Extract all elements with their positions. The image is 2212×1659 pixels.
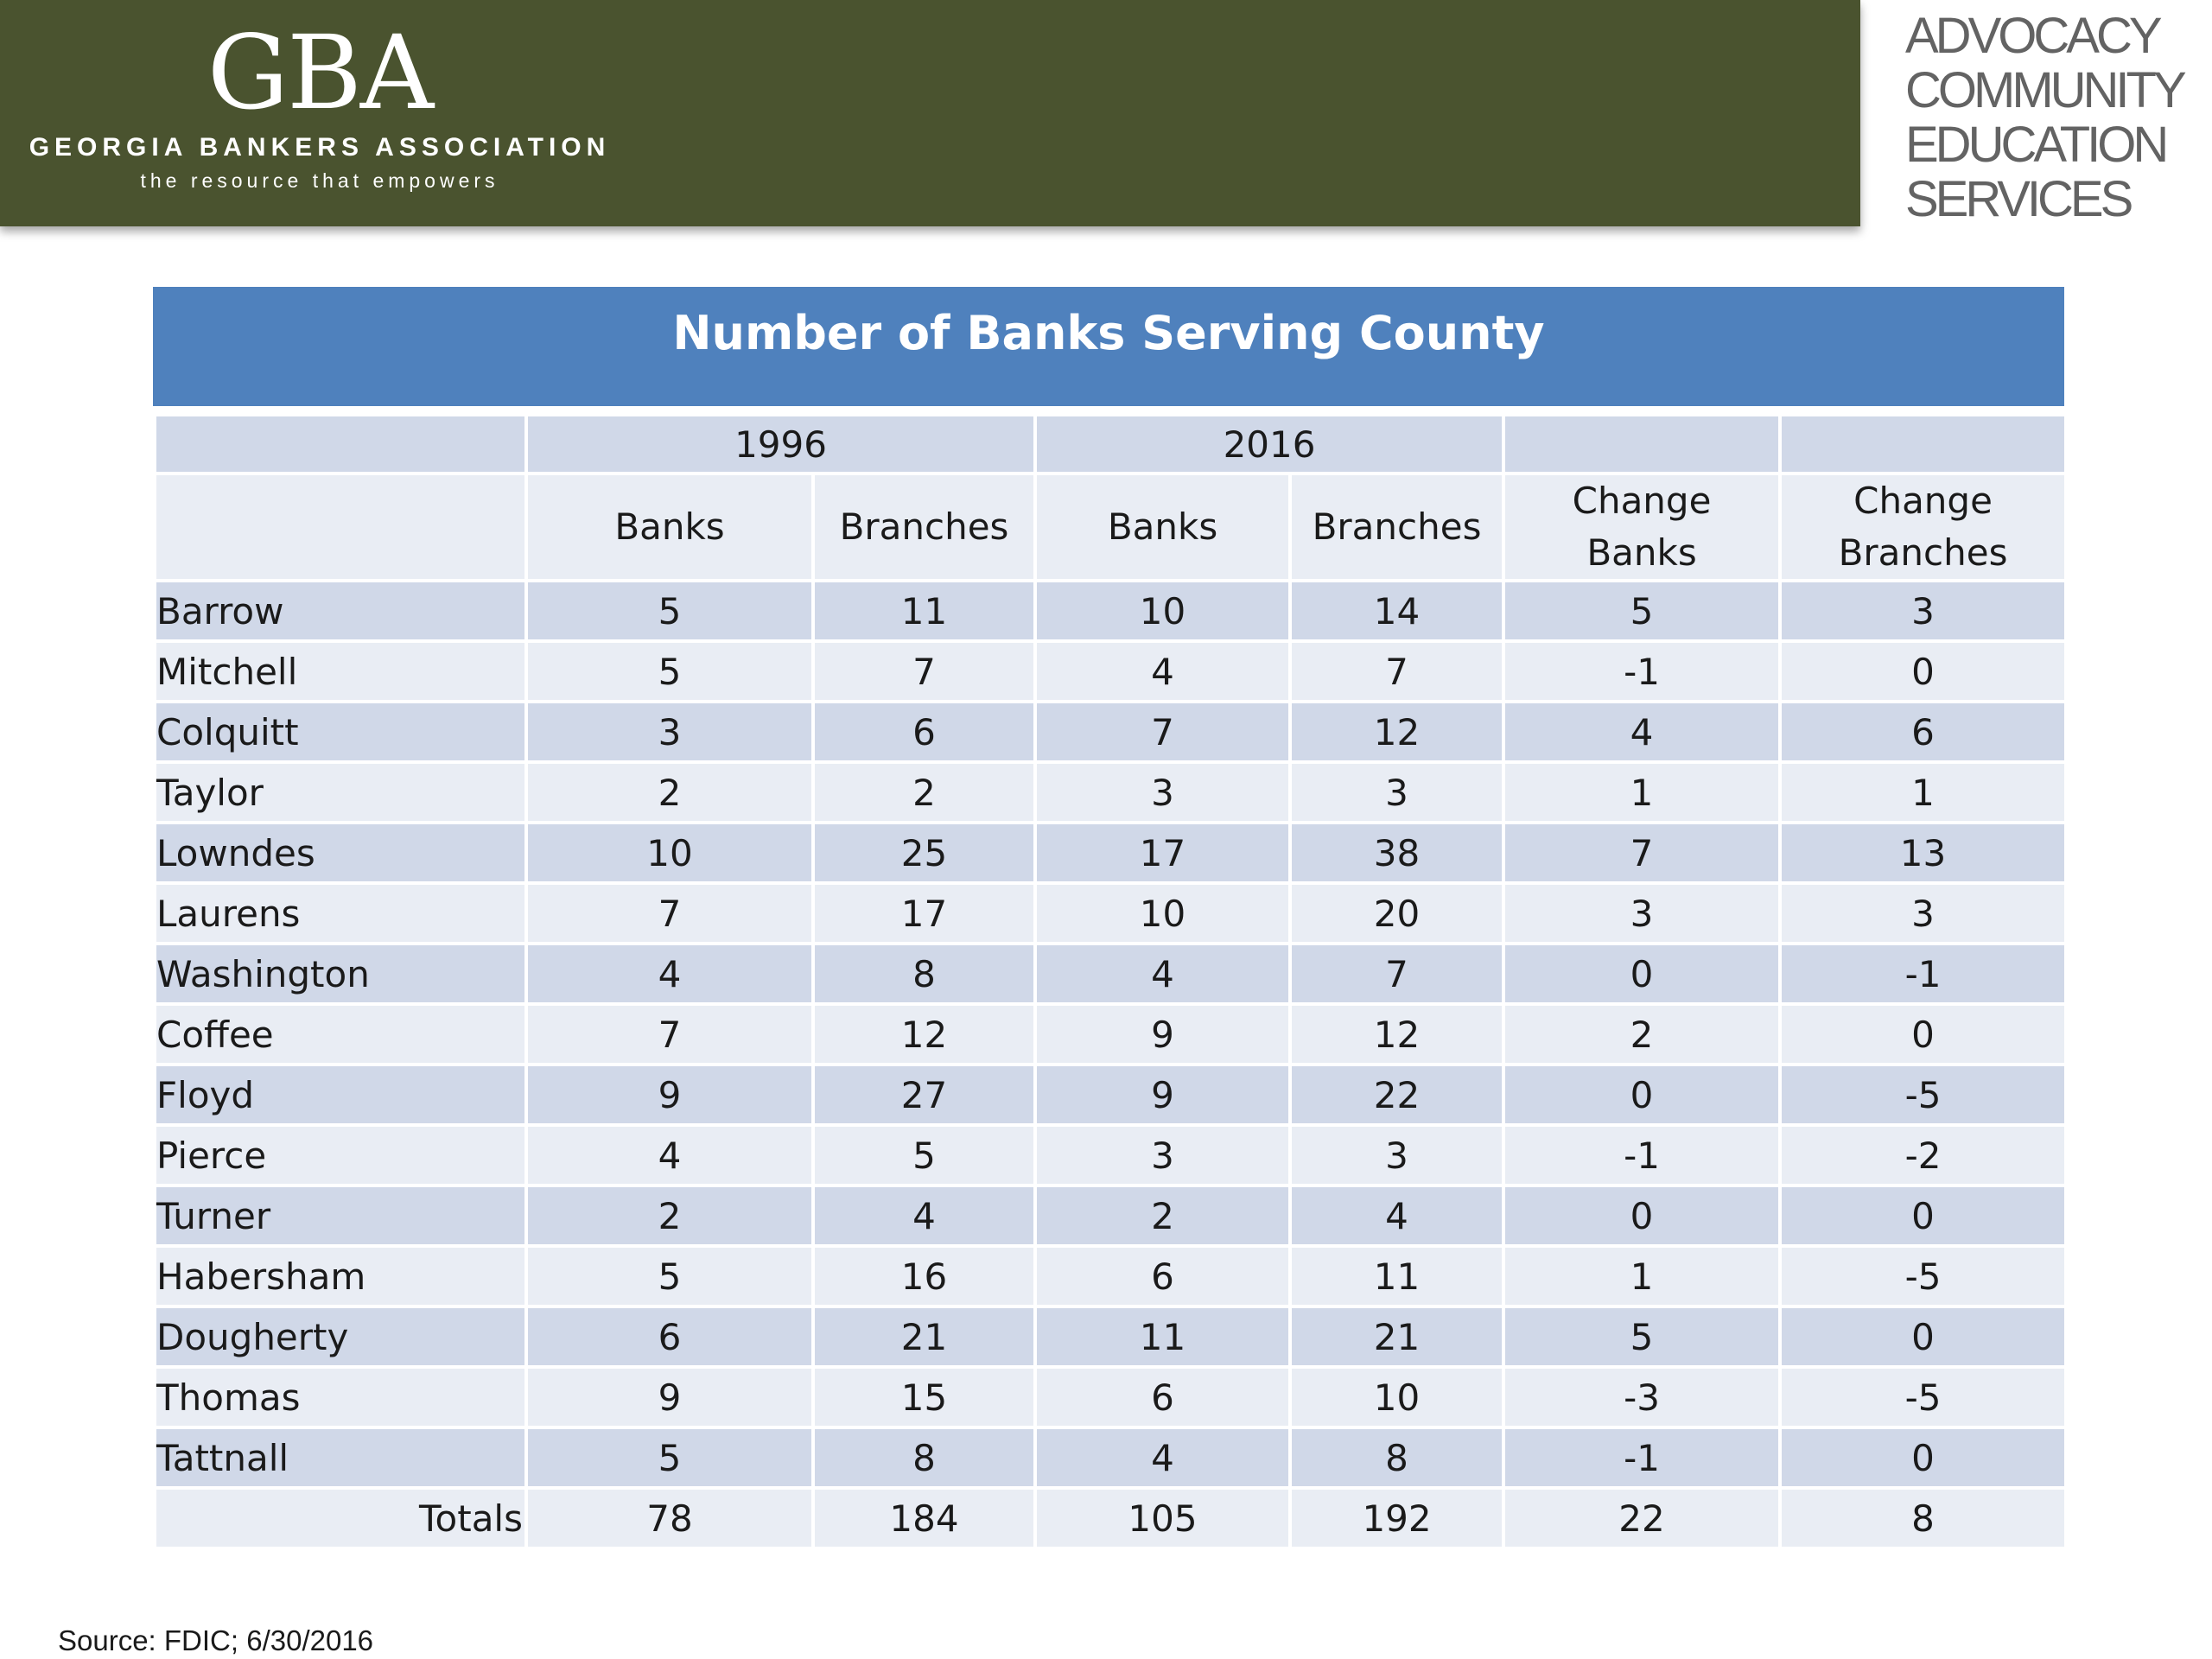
value-cell: 4 xyxy=(813,1185,1035,1246)
value-cell: 13 xyxy=(1780,823,2066,883)
column-header-branches-1996: Branches xyxy=(813,474,1035,581)
value-cell: 7 xyxy=(1035,702,1290,762)
column-header-change-banks: Change Banks xyxy=(1503,474,1780,581)
source-note: Source: FDIC; 6/30/2016 xyxy=(58,1624,374,1656)
value-cell: 25 xyxy=(813,823,1035,883)
value-cell: 6 xyxy=(526,1306,813,1367)
value-cell: 38 xyxy=(1290,823,1503,883)
value-cell: 5 xyxy=(526,581,813,641)
value-cell: 9 xyxy=(526,1065,813,1125)
value-cell: -5 xyxy=(1780,1246,2066,1306)
value-cell: 12 xyxy=(813,1004,1035,1065)
value-cell: 7 xyxy=(526,1004,813,1065)
county-name-cell: Pierce xyxy=(155,1125,526,1185)
value-cell: -1 xyxy=(1780,944,2066,1004)
county-name-cell: Laurens xyxy=(155,883,526,944)
value-cell: 7 xyxy=(813,641,1035,702)
pillar-education: EDUCATION xyxy=(1905,117,2166,173)
value-cell: 3 xyxy=(1035,1125,1290,1185)
value-cell: 3 xyxy=(526,702,813,762)
banks-table-container xyxy=(153,287,2064,1550)
county-name-cell: Barrow xyxy=(155,581,526,641)
gba-logo: GBA xyxy=(207,13,433,132)
table-row xyxy=(155,641,2066,702)
column-header-branches-2016: Branches xyxy=(1290,474,1503,581)
value-cell: -5 xyxy=(1780,1367,2066,1427)
value-cell: 2 xyxy=(813,762,1035,823)
value-cell: 5 xyxy=(813,1125,1035,1185)
value-cell: 3 xyxy=(1035,762,1290,823)
value-cell: 0 xyxy=(1780,1427,2066,1488)
value-cell: 8 xyxy=(1290,1427,1503,1488)
table-row xyxy=(155,1065,2066,1125)
value-cell: 11 xyxy=(813,581,1035,641)
value-cell: 9 xyxy=(1035,1004,1290,1065)
value-cell: 0 xyxy=(1503,1185,1780,1246)
table-row xyxy=(155,762,2066,823)
value-cell: 3 xyxy=(1290,762,1503,823)
value-cell: 3 xyxy=(1780,883,2066,944)
value-cell: 10 xyxy=(1035,581,1290,641)
column-header-change-branches: Change Branches xyxy=(1780,474,2066,581)
table-row xyxy=(155,1185,2066,1246)
county-name-cell: Taylor xyxy=(155,762,526,823)
table-row xyxy=(155,702,2066,762)
totals-value-cell: 22 xyxy=(1503,1488,1780,1548)
value-cell: 0 xyxy=(1503,944,1780,1004)
value-cell: 3 xyxy=(1503,883,1780,944)
value-cell: 6 xyxy=(1780,702,2066,762)
value-cell: 3 xyxy=(1290,1125,1503,1185)
value-cell: 6 xyxy=(1035,1246,1290,1306)
value-cell: 15 xyxy=(813,1367,1035,1427)
table-title: Number of Banks Serving County xyxy=(153,287,2064,406)
pillar-community: COMMUNITY xyxy=(1905,62,2183,118)
year-header-cell xyxy=(1780,415,2066,474)
header-band xyxy=(0,0,1860,226)
county-name-cell: Floyd xyxy=(155,1065,526,1125)
value-cell: 3 xyxy=(1780,581,2066,641)
county-name-cell: Thomas xyxy=(155,1367,526,1427)
totals-row xyxy=(155,1488,2066,1548)
value-cell: 21 xyxy=(813,1306,1035,1367)
value-cell: -1 xyxy=(1503,1427,1780,1488)
value-cell: 1 xyxy=(1503,762,1780,823)
pillar-services: SERVICES xyxy=(1905,171,2131,227)
county-name-cell: Dougherty xyxy=(155,1306,526,1367)
value-cell: 0 xyxy=(1780,641,2066,702)
value-cell: 7 xyxy=(1503,823,1780,883)
value-cell: 4 xyxy=(1035,944,1290,1004)
column-header-county xyxy=(155,474,526,581)
value-cell: 0 xyxy=(1780,1306,2066,1367)
value-cell: 2 xyxy=(1503,1004,1780,1065)
value-cell: -1 xyxy=(1503,641,1780,702)
county-name-cell: Habersham xyxy=(155,1246,526,1306)
year-header-2016: 2016 xyxy=(1035,415,1503,474)
value-cell: 21 xyxy=(1290,1306,1503,1367)
totals-value-cell: 8 xyxy=(1780,1488,2066,1548)
value-cell: 16 xyxy=(813,1246,1035,1306)
value-cell: 7 xyxy=(526,883,813,944)
value-cell: 11 xyxy=(1035,1306,1290,1367)
value-cell: 10 xyxy=(1290,1367,1503,1427)
value-cell: 20 xyxy=(1290,883,1503,944)
value-cell: 5 xyxy=(1503,1306,1780,1367)
county-name-cell: Turner xyxy=(155,1185,526,1246)
value-cell: 11 xyxy=(1290,1246,1503,1306)
value-cell: 5 xyxy=(526,1246,813,1306)
value-cell: 10 xyxy=(1035,883,1290,944)
value-cell: -3 xyxy=(1503,1367,1780,1427)
value-cell: 4 xyxy=(1035,1427,1290,1488)
value-cell: 0 xyxy=(1780,1004,2066,1065)
totals-label: Totals xyxy=(155,1488,526,1548)
column-header-banks-1996: Banks xyxy=(526,474,813,581)
pillar-advocacy: ADVOCACY xyxy=(1905,8,2159,64)
totals-value-cell: 78 xyxy=(526,1488,813,1548)
value-cell: 6 xyxy=(1035,1367,1290,1427)
table-row xyxy=(155,944,2066,1004)
table-row xyxy=(155,1306,2066,1367)
county-name-cell: Tattnall xyxy=(155,1427,526,1488)
county-name-cell: Colquitt xyxy=(155,702,526,762)
table-row xyxy=(155,823,2066,883)
county-name-cell: Coffee xyxy=(155,1004,526,1065)
value-cell: 4 xyxy=(526,944,813,1004)
value-cell: 4 xyxy=(1503,702,1780,762)
value-cell: 8 xyxy=(813,944,1035,1004)
totals-value-cell: 184 xyxy=(813,1488,1035,1548)
value-cell: 17 xyxy=(1035,823,1290,883)
value-cell: 9 xyxy=(1035,1065,1290,1125)
value-cell: 10 xyxy=(526,823,813,883)
value-cell: 7 xyxy=(1290,944,1503,1004)
value-cell: 5 xyxy=(526,1427,813,1488)
value-cell: 0 xyxy=(1780,1185,2066,1246)
table-row xyxy=(155,1246,2066,1306)
value-cell: 4 xyxy=(526,1125,813,1185)
value-cell: 4 xyxy=(1035,641,1290,702)
value-cell: 22 xyxy=(1290,1065,1503,1125)
year-header-1996: 1996 xyxy=(526,415,1035,474)
column-header-row xyxy=(155,474,2066,581)
year-header-row xyxy=(155,415,2066,474)
value-cell: 14 xyxy=(1290,581,1503,641)
value-cell: 17 xyxy=(813,883,1035,944)
value-cell: 1 xyxy=(1780,762,2066,823)
value-cell: 4 xyxy=(1290,1185,1503,1246)
table-row xyxy=(155,1427,2066,1488)
value-cell: 2 xyxy=(1035,1185,1290,1246)
value-cell: 5 xyxy=(526,641,813,702)
value-cell: 0 xyxy=(1503,1065,1780,1125)
value-cell: 8 xyxy=(813,1427,1035,1488)
value-cell: -2 xyxy=(1780,1125,2066,1185)
year-header-cell xyxy=(1503,415,1780,474)
table-row xyxy=(155,1125,2066,1185)
banks-table xyxy=(153,413,2068,1550)
value-cell: 1 xyxy=(1503,1246,1780,1306)
organization-name: GEORGIA BANKERS ASSOCIATION xyxy=(29,133,611,162)
value-cell: 7 xyxy=(1290,641,1503,702)
value-cell: 27 xyxy=(813,1065,1035,1125)
value-cell: 12 xyxy=(1290,1004,1503,1065)
value-cell: -1 xyxy=(1503,1125,1780,1185)
table-row xyxy=(155,1367,2066,1427)
county-name-cell: Lowndes xyxy=(155,823,526,883)
value-cell: 5 xyxy=(1503,581,1780,641)
totals-value-cell: 192 xyxy=(1290,1488,1503,1548)
pillars-list xyxy=(1905,9,2208,226)
county-name-cell: Washington xyxy=(155,944,526,1004)
value-cell: 12 xyxy=(1290,702,1503,762)
year-header-cell xyxy=(155,415,526,474)
value-cell: 2 xyxy=(526,762,813,823)
table-row xyxy=(155,581,2066,641)
column-header-banks-2016: Banks xyxy=(1035,474,1290,581)
value-cell: 6 xyxy=(813,702,1035,762)
organization-tagline: the resource that empowers xyxy=(140,169,499,192)
value-cell: 2 xyxy=(526,1185,813,1246)
table-row xyxy=(155,1004,2066,1065)
totals-value-cell: 105 xyxy=(1035,1488,1290,1548)
county-name-cell: Mitchell xyxy=(155,641,526,702)
value-cell: 9 xyxy=(526,1367,813,1427)
value-cell: -5 xyxy=(1780,1065,2066,1125)
table-row xyxy=(155,883,2066,944)
